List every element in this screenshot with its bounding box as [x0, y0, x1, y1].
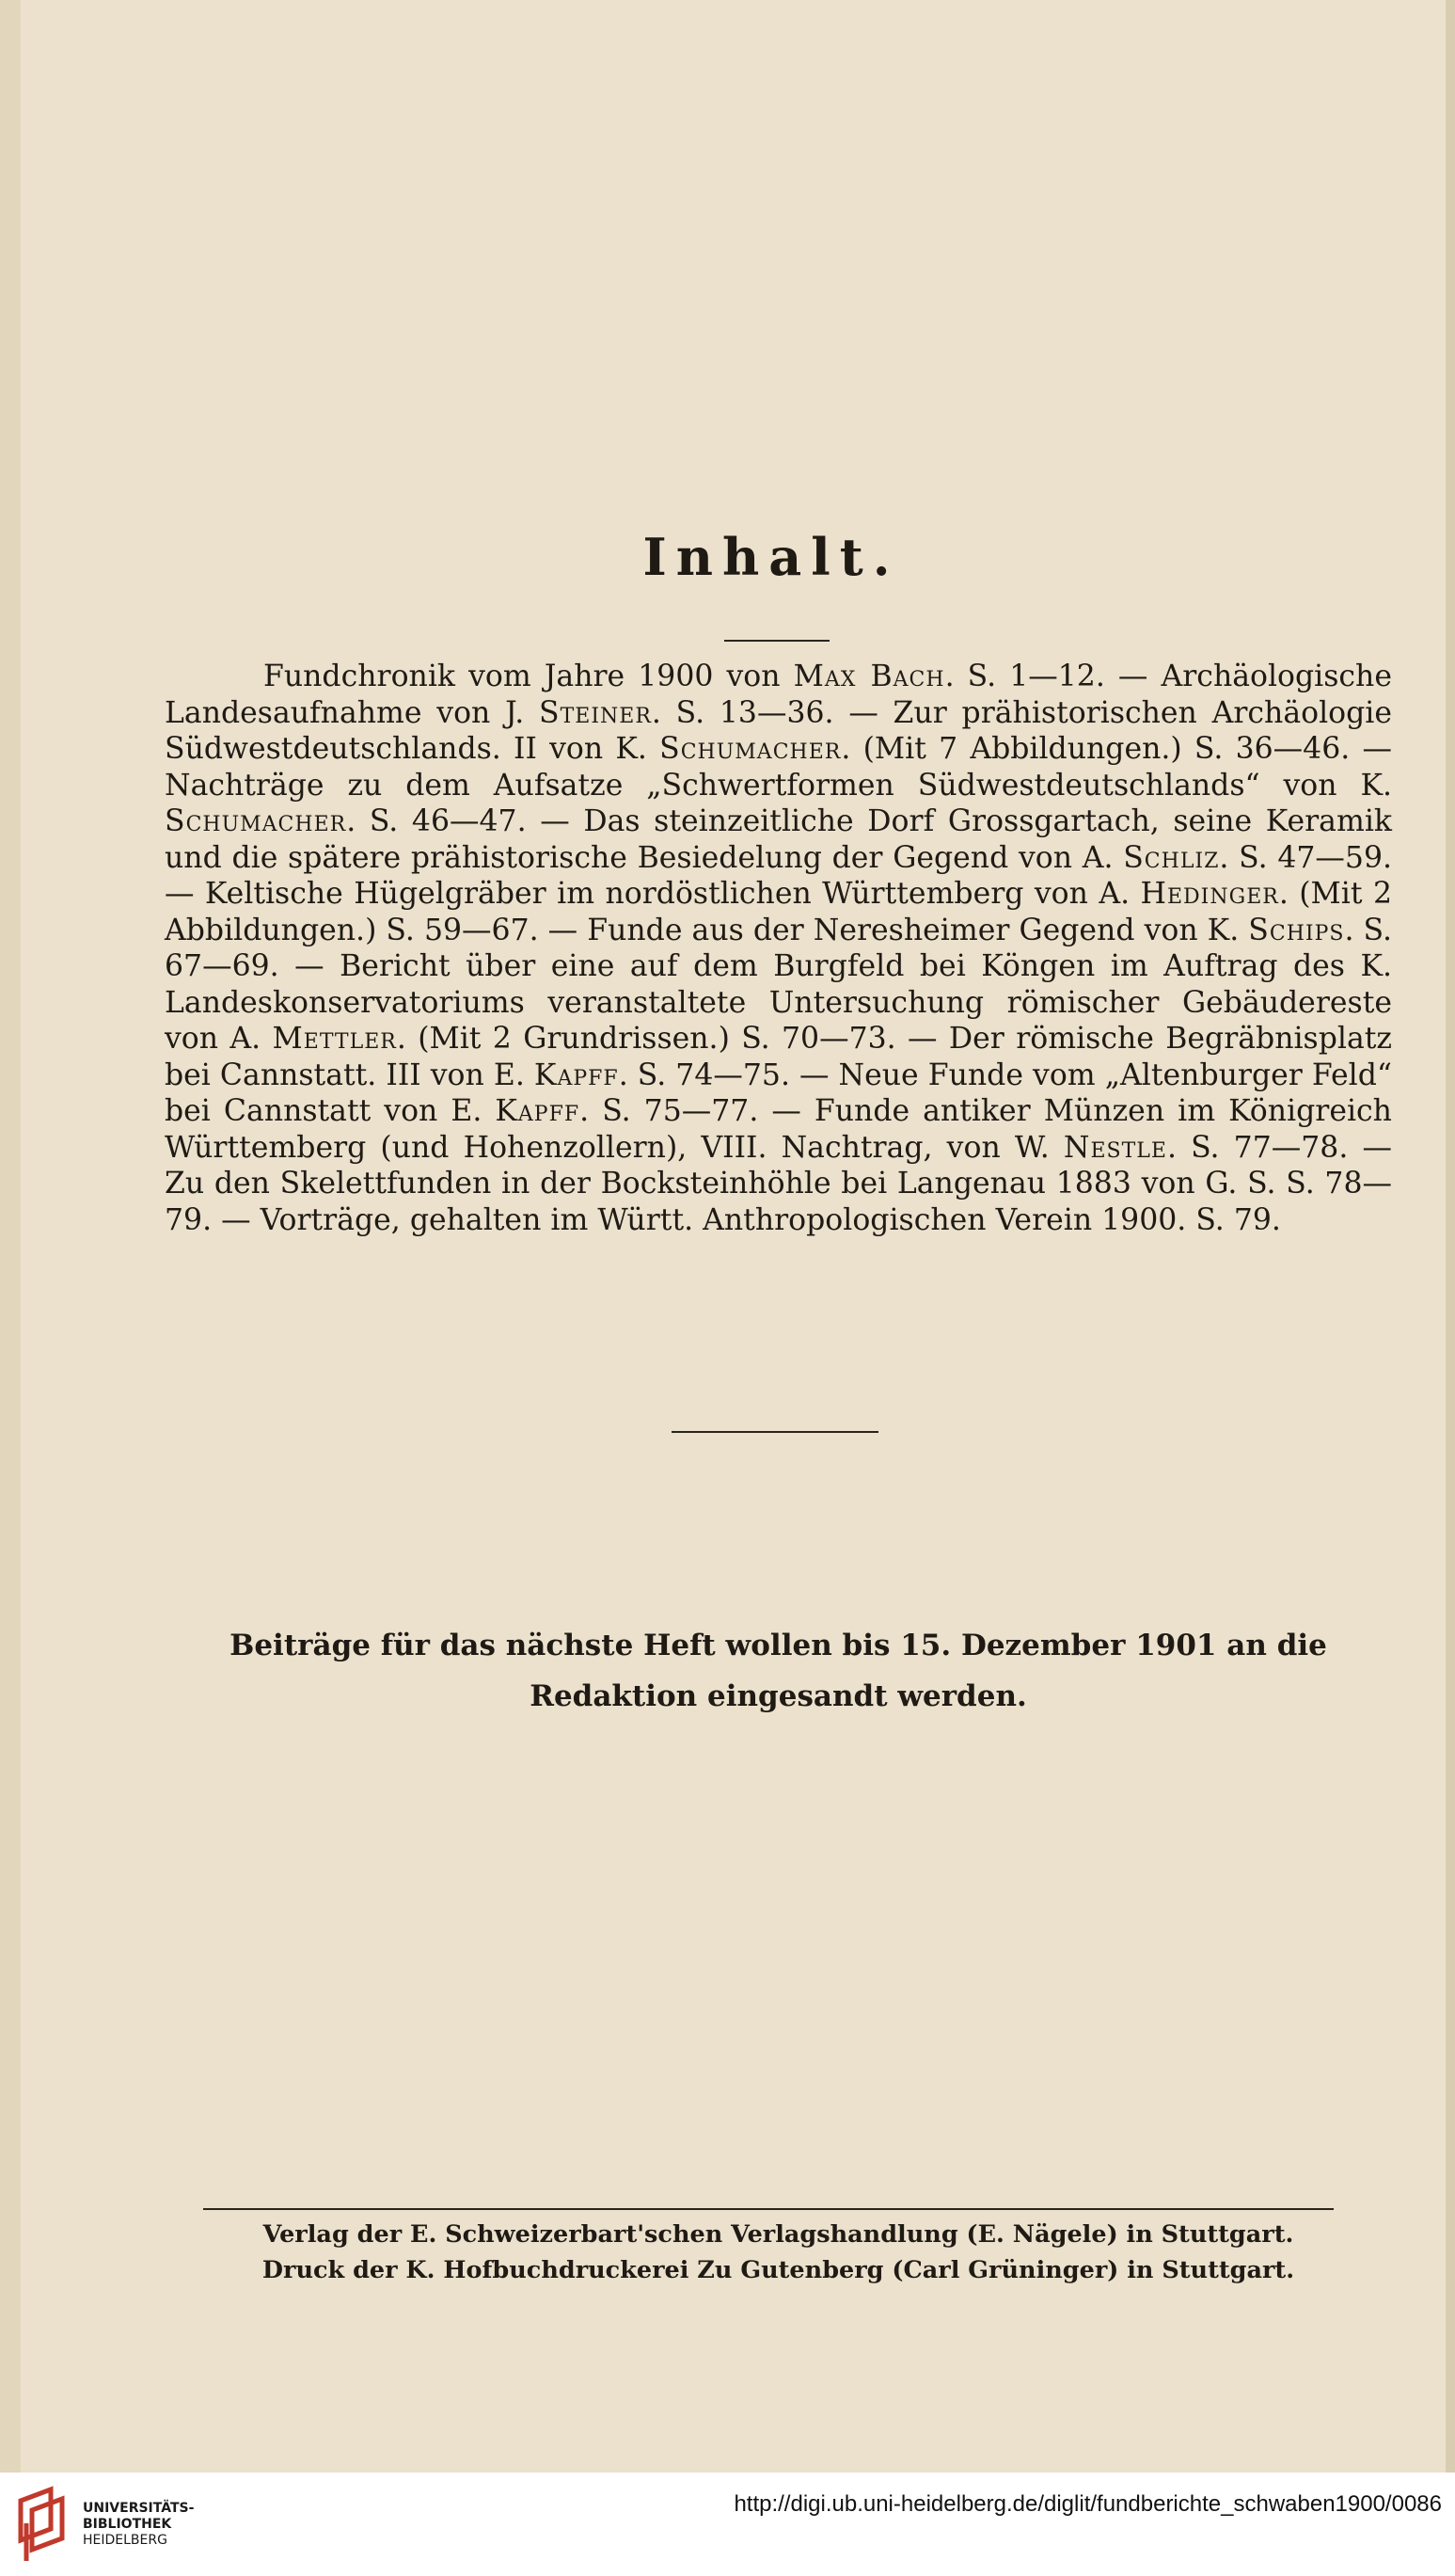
notice-line: Beiträge für das nächste Heft wollen bis 15. Dezember 1901 an die [229, 1629, 1327, 1662]
logo-line: UNIVERSITÄTS- [83, 2501, 195, 2516]
table-of-contents [165, 659, 1392, 1238]
toc-author: Schumacher [659, 732, 842, 766]
notice-line: Redaktion eingesandt werden. [530, 1679, 1027, 1713]
page-right-edge [1446, 0, 1455, 2473]
section-divider [672, 1431, 878, 1433]
toc-author: Schliz [1123, 840, 1220, 875]
university-library-logo-icon [13, 2482, 73, 2567]
imprint [165, 2217, 1392, 2288]
toc-author: Kapff [533, 1057, 619, 1092]
toc-text: . S. 77—78. — Zu den Skelettfunden in der Bocksteinhöhle bei Langenau 1883 von G. S. S. 78—79. — Vorträge, gehalten im Württ. Anthropologischen Verein 1900. S. 79. [165, 1130, 1392, 1237]
toc-author: Schips [1248, 913, 1345, 947]
submission-notice [165, 1620, 1392, 1722]
toc-text: Fundchronik vom Jahre 1900 von [263, 660, 794, 693]
toc-text: . S. 67—69. — Bericht über eine auf dem Burgfeld bei Köngen im Auftrag des K. Landeskonservatoriums veranstaltete Untersuchung römischer Gebäudereste von A. [165, 913, 1393, 1056]
toc-author: Kapff [495, 1094, 580, 1128]
toc-text: . S. 74—75. — Neue Funde vom „Altenburger Feld“ bei Cannstatt von E. [165, 1057, 1392, 1128]
logo-line: HEIDELBERG [83, 2533, 167, 2548]
title-divider [724, 640, 830, 642]
toc-author: Schumacher [165, 804, 347, 838]
toc-author: Mettler [272, 1022, 397, 1056]
permalink-url[interactable]: http://digi.ub.uni-heidelberg.de/diglit/fundberichte_schwaben1900/0086 [734, 2491, 1442, 2517]
imprint-divider [203, 2208, 1334, 2210]
imprint-publisher: Verlag der E. Schweizerbart'schen Verlagshandlung (E. Nägele) in Stuttgart. [262, 2220, 1294, 2249]
toc-text: . S. 46—47. — Das steinzeitliche Dorf Grossgartach, seine Keramik und die spätere prähistorische Besiedelung der Gegend von A. [165, 804, 1392, 875]
toc-text: . (Mit 7 Abbildungen.) S. 36—46. — Nachträge zu dem Aufsatze „Schwertformen Südwestdeutschlands“ von K. [165, 732, 1392, 803]
imprint-printer: Druck der K. Hofbuchdruckerei Zu Gutenberg (Carl Grüninger) in Stuttgart. [261, 2256, 1295, 2284]
toc-text: . (Mit 2 Grundrissen.) S. 70—73. — Der römische Begräbnisplatz bei Cannstatt. III von E. [165, 1022, 1392, 1092]
logo-wordmark [83, 2501, 194, 2549]
library-footer [0, 2473, 1455, 2576]
toc-author: Hedinger [1140, 877, 1279, 911]
logo-line: BIBLIOTHEK [83, 2517, 172, 2532]
toc-author: Nestle [1063, 1130, 1167, 1165]
toc-text: . S. 47—59. — Keltische Hügelgräber im nordöstlichen Württemberg von A. [165, 840, 1392, 911]
page-title: Inhalt. [642, 527, 900, 587]
toc-text: . S. 75—77. — Funde antiker Münzen im Königreich Württemberg (und Hohenzollern), VIII. Nachtrag, von W. [165, 1094, 1392, 1165]
toc-text: . (Mit 2 Abbildungen.) S. 59—67. — Funde aus der Neresheimer Gegend von K. [165, 877, 1392, 947]
page-left-edge [0, 0, 21, 2473]
toc-text: . S. 13—36. — Zur prähistorischen Archäologie Südwestdeutschlands. II von K. [165, 695, 1392, 766]
toc-text: . S. 1—12. — Archäologische Landesaufnahme von J. [165, 660, 1392, 730]
toc-author: Steiner [539, 695, 652, 730]
toc-author: Max Bach [793, 660, 945, 693]
